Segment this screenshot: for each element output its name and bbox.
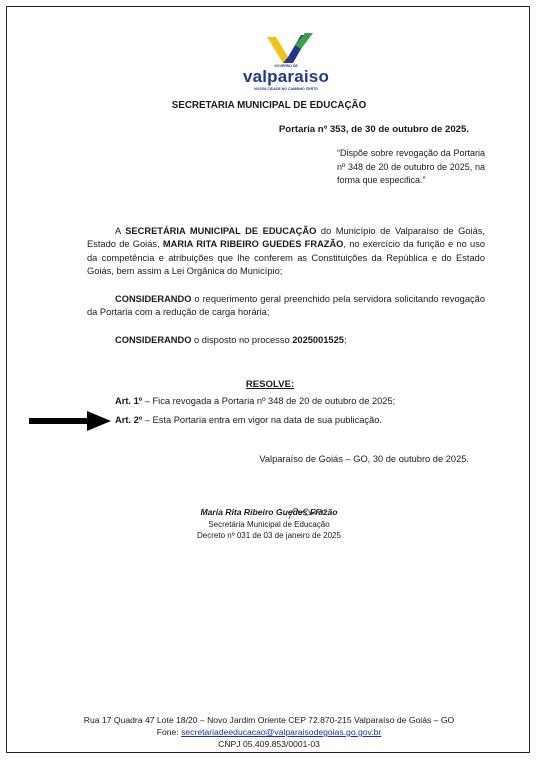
footer-email-link[interactable]: secretariadeeducacao@valparaisodegoias.go.gov.br [181, 727, 382, 737]
article-1-label: Art. 1º [115, 396, 143, 406]
signer-decree: Decreto nº 031 de 03 de janeiro de 2025 [197, 531, 341, 540]
p3-text: ; [343, 335, 347, 345]
footer-contact [7, 727, 531, 737]
paragraph-considerando-2 [115, 334, 485, 347]
p1-bold-name: MARIA RITA RIBEIRO GUEDES FRAZÃO [162, 239, 344, 250]
article-1-text: – Fica revogada a Portaria nº 348 de 20 de outubro de 2025; [142, 396, 396, 406]
considerando-label: CONSIDERANDO [115, 335, 192, 345]
p2-text: o requerimento geral preenchido pela servidora solicitando revogação da Portaria com a redução de carga horária; [87, 294, 485, 318]
article-2 [115, 415, 382, 425]
article-1 [115, 396, 395, 406]
article-2-label: Art. 2º [115, 415, 143, 425]
paragraph-preamble [87, 225, 485, 279]
process-number: 2025001525 [292, 335, 344, 345]
p1-text: , no exercício da função e no uso da competência e atribuições que lhe conferem as Constituições da República e do Estado Goiás, bem assim a Lei Orgânica do Município; [87, 239, 486, 277]
signer-name: Maria Rita Ribeiro Guedes Frazão [200, 507, 338, 517]
place-date: Valparaíso de Goiás – GO, 30 de outubro de 2025. [259, 454, 469, 464]
portaria-title: Portaria nº 353, de 30 de outubro de 2025. [278, 124, 469, 135]
paragraph-considerando-1 [87, 293, 485, 320]
arrow-right-icon [29, 410, 111, 432]
logo-brand-text: valparaiso [242, 67, 330, 86]
ementa: “Dispõe sobre revogação da Portaria nº 348 de 20 de outubro de 2025, na forma que especifica.” [337, 148, 485, 185]
signer-role: Secretária Municipal de Educação [208, 520, 330, 529]
p1-text: do Município de Valparaíso de Goiás, Estado de Goiás, [87, 226, 486, 250]
article-2-text: – Esta Portaria entra em vigor na data de sua publicação. [142, 415, 382, 425]
department-title: SECRETARIA MUNICIPAL DE EDUCAÇÃO [171, 100, 367, 111]
footer-phone-label: Fone: [156, 727, 182, 737]
logo-gov-text: GOVERNO DE [274, 64, 298, 68]
footer-address: Rua 17 Quadra 47 Lote 18/20 – Novo Jardim Oriente CEP 72.870-215 Valparaíso de Goiás – GO [83, 715, 455, 725]
resolve-heading: RESOLVE: [245, 379, 295, 390]
p3-text: o disposto no processo [191, 335, 293, 345]
logo-chevron-icon [243, 31, 333, 65]
logo-tagline: NOSSA CIDADE NO CAMINHO CERTO [254, 87, 318, 91]
considerando-label: CONSIDERANDO [115, 294, 192, 304]
p1-bold-office: SECRETÁRIA MUNICIPAL DE EDUCAÇÃO [125, 226, 317, 236]
document-page [6, 6, 530, 753]
p1-text: A [115, 226, 126, 236]
footer-cnpj: CNPJ 05.409.853/0001-03 [218, 739, 320, 749]
